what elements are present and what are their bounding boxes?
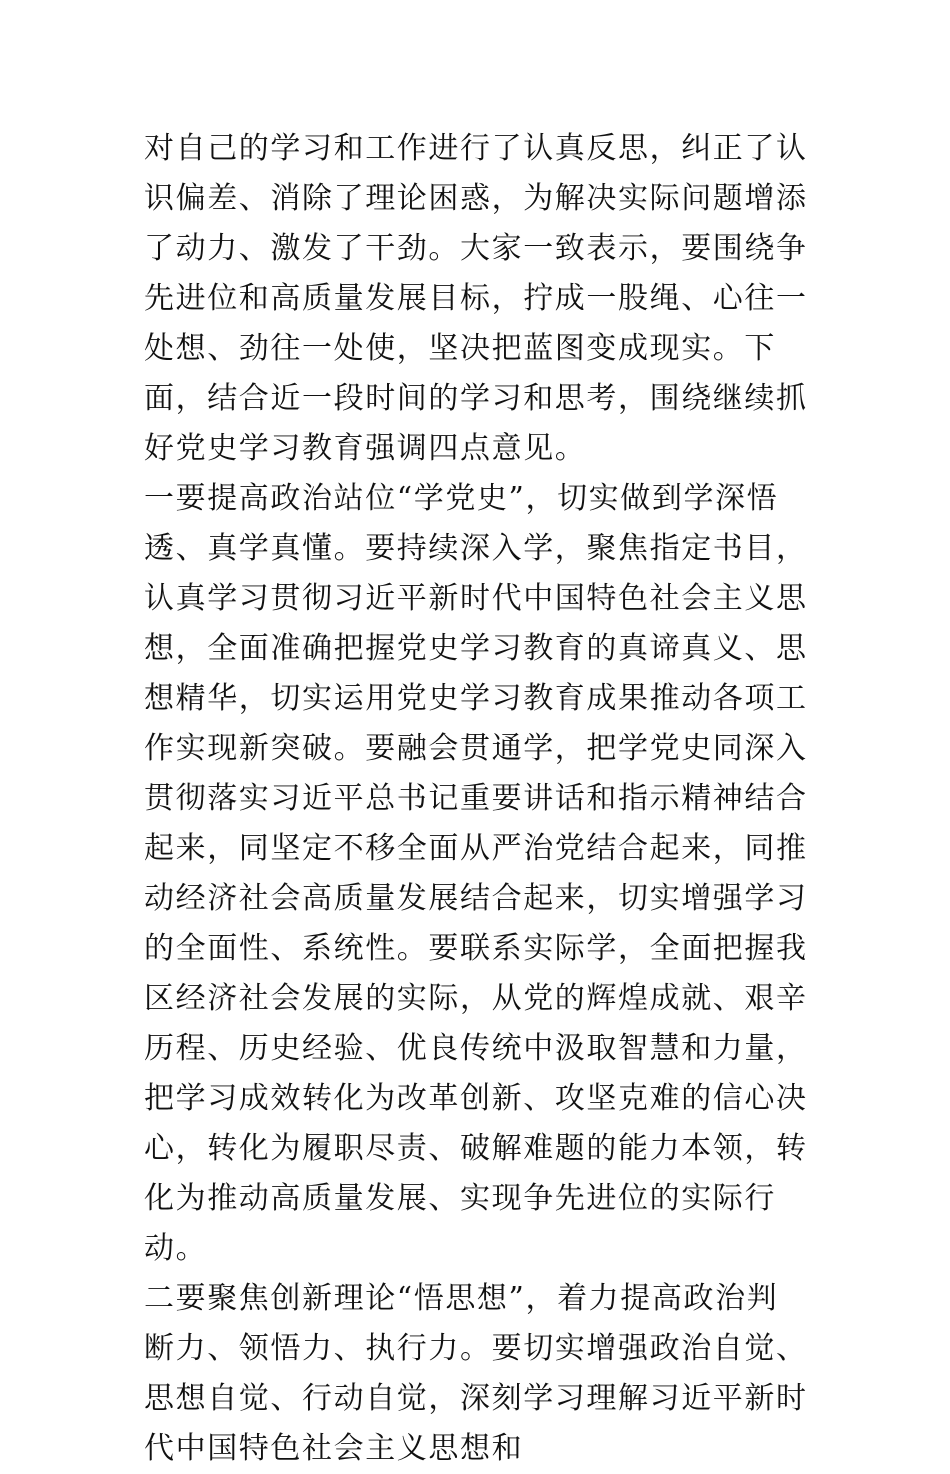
paragraph-2: 一要提高政治站位“学党史”，切实做到学深悟透、真学真懂。要持续深入学，聚焦指定书目，认真学习贯彻习近平新时代中国特色社会主义思想，全面准确把握党史学习教育的真谛真义、思想精华，切实运用党史学习教育成果推动各项工作实现新突破。要融会贯通学，把学党史同深入贯彻落实习近平总书记重要讲话和指示精神结合起来，同坚定不移全面从严治党结合起来，同推动经济社会高质量发展结合起来，切实增强学习的全面性、系统性。要联系实际学，全面把握我区经济社会发展的实际，从党的辉煌成就、艰辛历程、历史经验、优良传统中汲取智慧和力量，把学习成效转化为改革创新、攻坚克难的信心决心，转化为履职尽责、破解难题的能力本领，转化为推动高质量发展、实现争先进位的实际行动。 [144, 481, 808, 1266]
paragraph-3: 二要聚焦创新理论“悟思想”，着力提高政治判断力、领悟力、执行力。要切实增强政治自觉、思想自觉、行动自觉，深刻学习理解习近平新时代中国特色社会主义思想和 [144, 1281, 808, 1466]
document-body [144, 124, 808, 1474]
paragraph-1: 对自己的学习和工作进行了认真反思，纠正了认识偏差、消除了理论困惑，为解决实际问题增添了动力、激发了干劲。大家一致表示，要围绕争先进位和高质量发展目标，拧成一股绳、心往一处想、劲往一处使，坚决把蓝图变成现实。下面，结合近一段时间的学习和思考，围绕继续抓好党史学习教育强调四点意见。 [144, 131, 808, 466]
